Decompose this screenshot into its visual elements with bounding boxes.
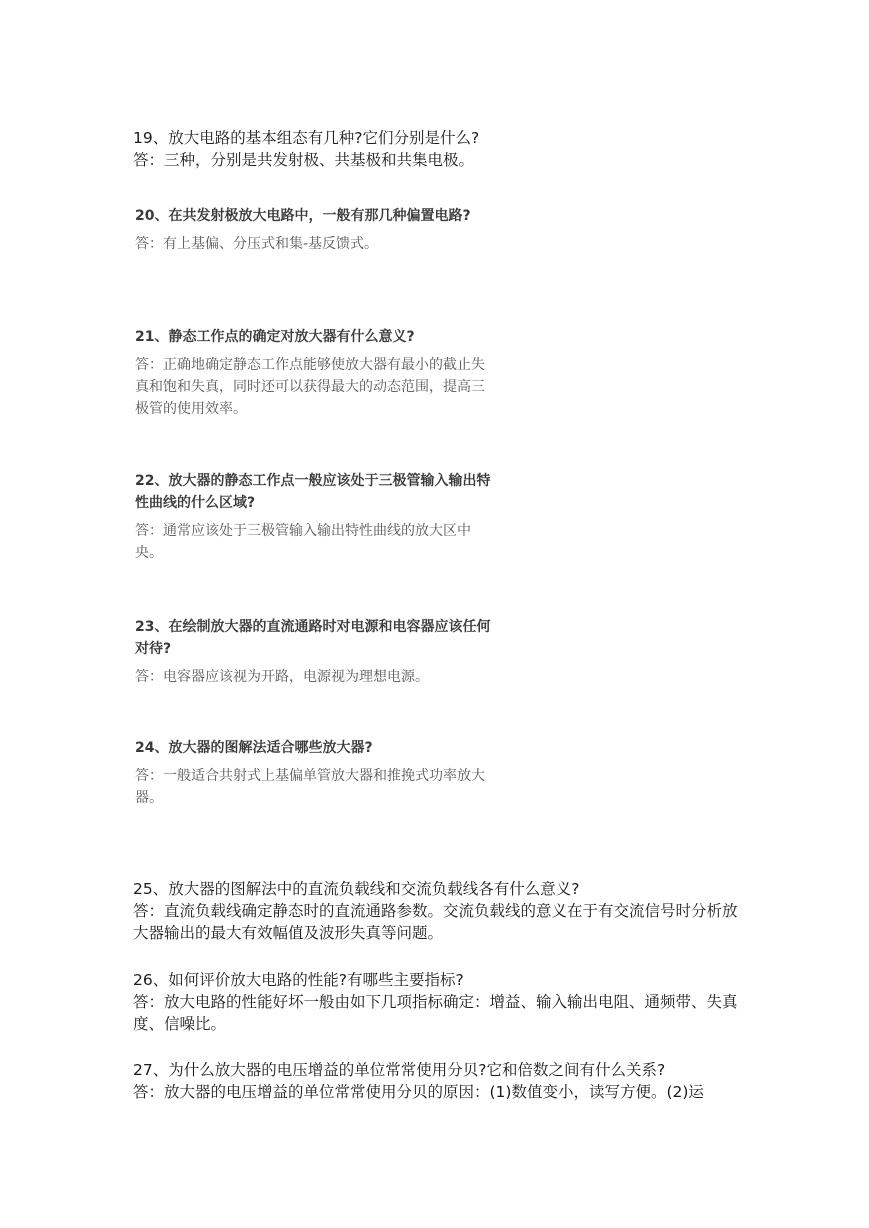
question-text: 27、为什么放大器的电压增益的单位常常使用分贝?它和倍数之间有什么关系? (133, 1061, 666, 1079)
qa-item-26 (133, 969, 748, 1035)
answer-text: 答：直流负载线确定静态时的直流通路参数。交流负载线的意义在于有交流信号时分析放大器输出的最大有效幅值及波形失真等问题。 (133, 902, 738, 942)
question-text: 24、放大器的图解法适合哪些放大器? (135, 740, 373, 756)
qa-item-24 (135, 737, 495, 809)
answer-text: 答：放大器的电压增益的单位常常使用分贝的原因：(1)数值变小，读写方便。(2)运 (133, 1083, 704, 1101)
qa-item-23 (135, 616, 495, 688)
qa-item-20 (135, 205, 495, 255)
question-text: 22、放大器的静态工作点一般应该处于三极管输入输出特性曲线的什么区域? (135, 473, 491, 511)
question-text: 23、在绘制放大器的直流通路时对电源和电容器应该任何对待? (135, 619, 491, 657)
qa-item-27 (133, 1059, 748, 1103)
answer-text: 答：电容器应该视为开路，电源视为理想电源。 (135, 669, 429, 685)
qa-item-21 (135, 326, 495, 420)
qa-item-25 (133, 878, 748, 944)
question-text: 19、放大电路的基本组态有几种?它们分别是什么? (133, 129, 480, 147)
answer-text: 答：通常应该处于三极管输入输出特性曲线的放大区中央。 (135, 523, 471, 561)
answer-text: 答：有上基偏、分压式和集-基反馈式。 (135, 236, 379, 252)
answer-text: 答：放大电路的性能好坏一般由如下几项指标确定：增益、输入输出电阻、通频带、失真度、信噪比。 (133, 993, 738, 1033)
question-text: 20、在共发射极放大电路中，一般有那几种偏置电路? (135, 208, 471, 224)
question-text: 21、静态工作点的确定对放大器有什么意义? (135, 329, 415, 345)
answer-text: 答：正确地确定静态工作点能够使放大器有最小的截止失真和饱和失真，同时还可以获得最大的动态范围，提高三极管的使用效率。 (135, 357, 485, 417)
question-text: 25、放大器的图解法中的直流负载线和交流负载线各有什么意义? (133, 880, 580, 898)
answer-text: 答：一般适合共射式上基偏单管放大器和推挽式功率放大器。 (135, 768, 485, 806)
question-text: 26、如何评价放大电路的性能?有哪些主要指标? (133, 971, 464, 989)
qa-item-19 (133, 127, 479, 171)
answer-text: 答：三种，分别是共发射极、共基极和共集电极。 (133, 151, 475, 169)
qa-item-22 (135, 470, 495, 564)
